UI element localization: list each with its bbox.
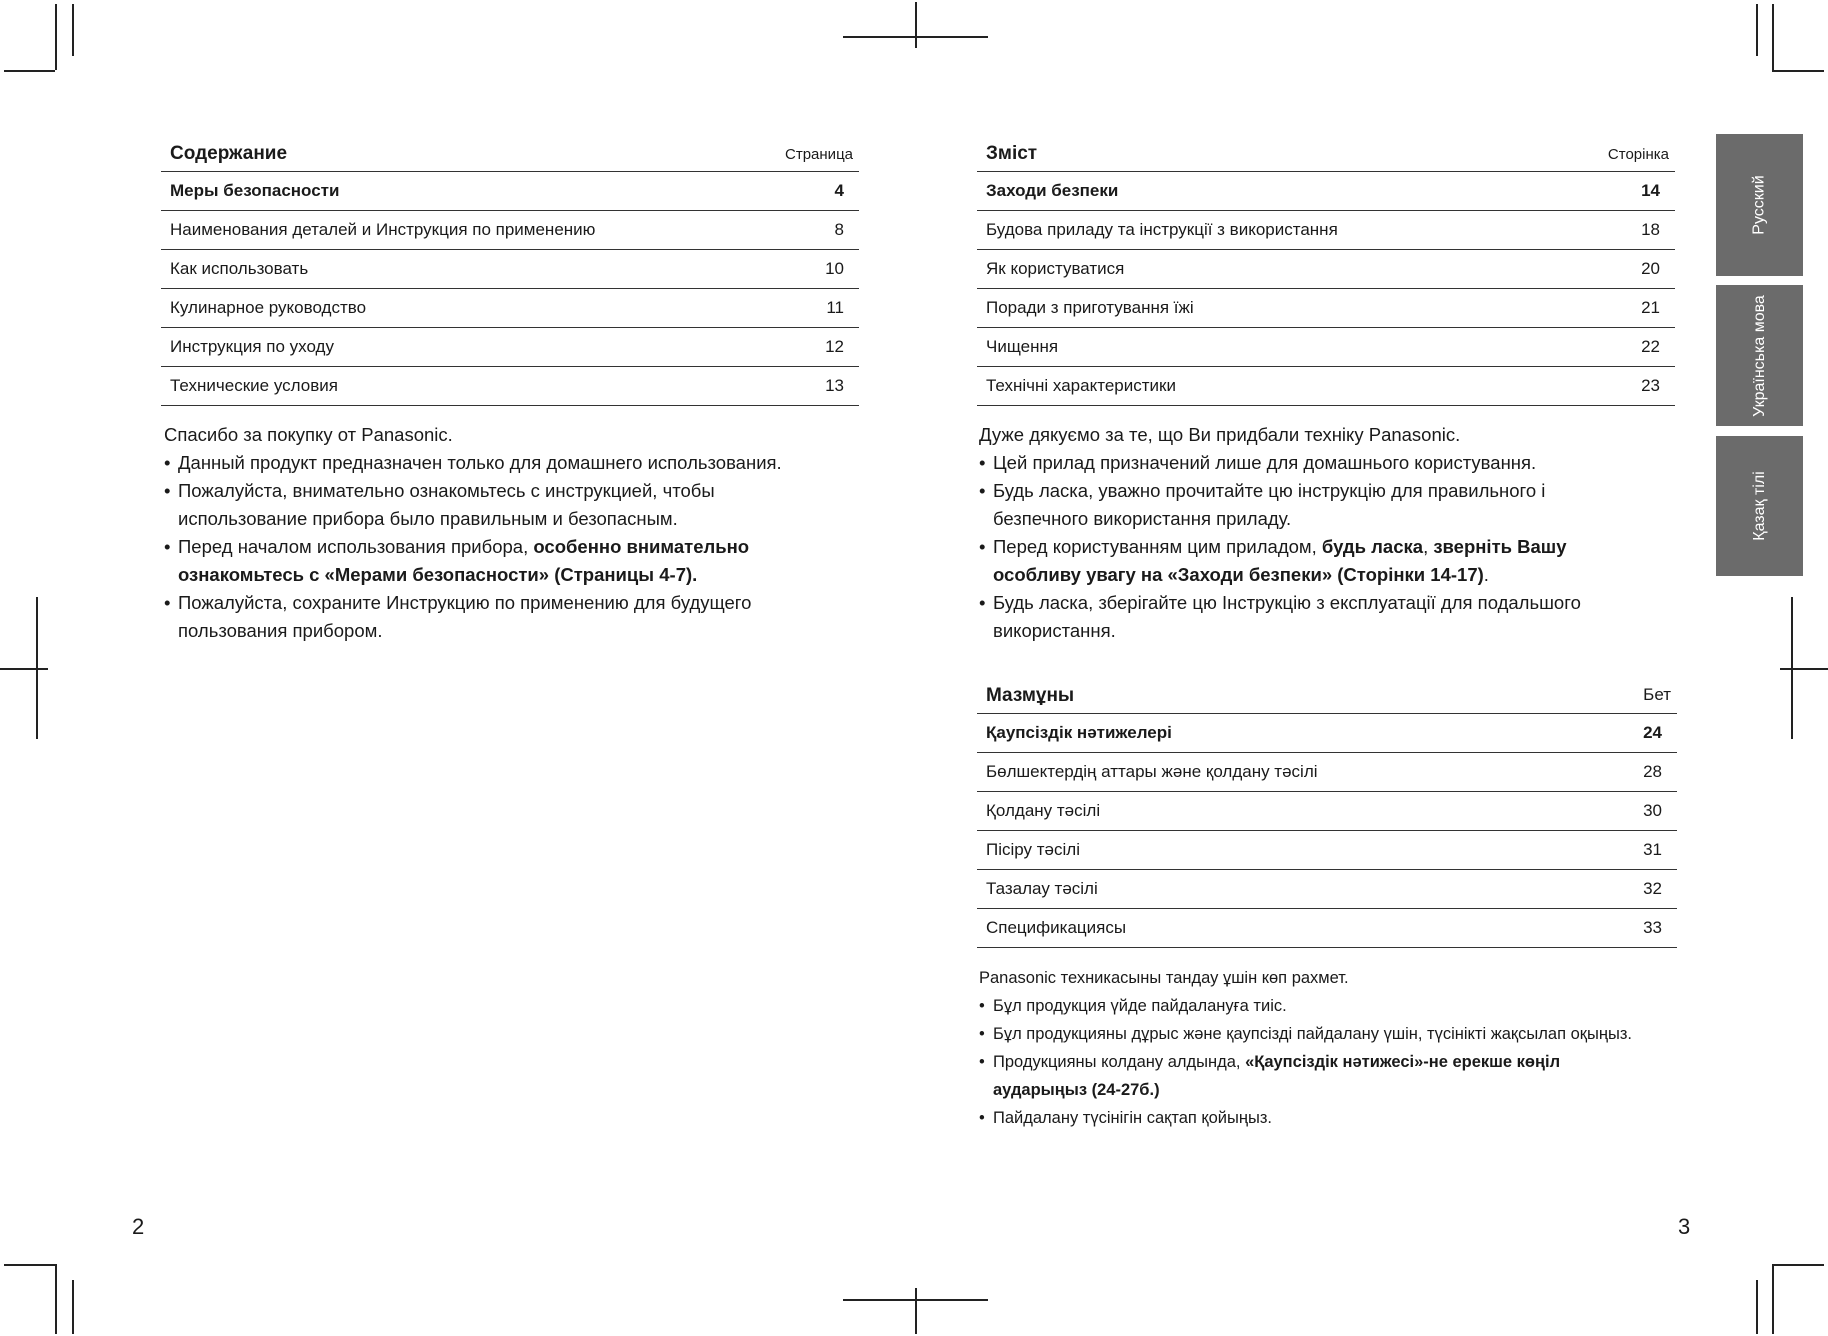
- toc-title: Мазмұны: [986, 685, 1075, 706]
- toc-row-label: Як користуватися: [986, 259, 1125, 278]
- toc-row-page: 4: [834, 181, 844, 200]
- toc-row-label: Чищення: [986, 337, 1059, 356]
- toc-row-page: 10: [825, 259, 844, 278]
- toc-kazakh: [977, 681, 1677, 948]
- toc-row-label: Бөлшектердің аттары және қолдану тәсілі: [986, 762, 1318, 781]
- page-number-right: 3: [1678, 1214, 1691, 1239]
- toc-row-label: Кулинарное руководство: [170, 298, 367, 317]
- toc-row[interactable]: [161, 211, 859, 250]
- toc-row-label: Наименования деталей и Инструкция по применению: [170, 220, 596, 239]
- intro-russian: [164, 421, 884, 645]
- language-tab-russian[interactable]: [1716, 134, 1803, 276]
- intro-bullet: • Пожалуйста, сохраните Инструкцию по применению для будущего пользования прибором.: [164, 589, 828, 645]
- toc-row-page: 30: [1643, 801, 1662, 820]
- toc-row[interactable]: [977, 831, 1677, 870]
- intro-bullet-emphasis: «Қаупсіздік нәтижесі»-не ерекше көңіл аударыңыз (24-27б.): [993, 1053, 1561, 1099]
- toc-row[interactable]: [977, 870, 1677, 909]
- toc-row[interactable]: [977, 714, 1677, 753]
- toc-row-label: Технические условия: [170, 376, 338, 395]
- intro-bullet-emphasis: особенно внимательно ознакомьтесь с «Мерами безопасности» (Страницы 4-7).: [178, 536, 750, 585]
- toc-row[interactable]: [161, 172, 859, 211]
- intro-bullet: • Будь ласка, зберігайте цю Інструкцію з експлуатації для подальшого використання.: [979, 589, 1663, 645]
- toc-page-column-label: Страница: [785, 146, 853, 163]
- toc-row-page: 18: [1641, 220, 1660, 239]
- language-tab-label: Қазақ тілі: [1750, 471, 1768, 541]
- toc-row-page: 21: [1641, 298, 1660, 317]
- toc-row-page: 31: [1643, 840, 1662, 859]
- toc-row-page: 33: [1643, 918, 1662, 937]
- intro-bullet-emphasis: будь ласка: [1321, 536, 1424, 557]
- toc-row-label: Как использовать: [170, 259, 309, 278]
- intro-bullet: • Пайдалану түсінігін сақтап қойыңыз.: [979, 1104, 1699, 1132]
- toc-row-label: Меры безопасности: [170, 181, 340, 200]
- language-tab-label: Русский: [1750, 175, 1768, 235]
- intro-thanks: Дуже дякуємо за те, що Ви придбали техніку Panasonic.: [979, 424, 1461, 445]
- language-tab-ukrainian[interactable]: [1716, 285, 1803, 426]
- toc-row-page: 23: [1641, 376, 1660, 395]
- intro-bullet: • Данный продукт предназначен только для домашнего использования.: [164, 449, 884, 477]
- toc-row-label: Технічні характеристики: [986, 376, 1176, 395]
- toc-row[interactable]: [161, 328, 859, 367]
- toc-row[interactable]: [977, 367, 1675, 406]
- toc-row-page: 14: [1641, 181, 1660, 200]
- intro-bullet: [164, 533, 828, 589]
- toc-row-label: Қолдану тәсілі: [986, 801, 1101, 820]
- toc-row-page: 32: [1643, 879, 1662, 898]
- intro-bullet: • Бұл продукцияны дұрыс және қаупсізді пайдалану үшін, түсінікті жақсылап оқыңыз.: [979, 1020, 1673, 1048]
- toc-row-page: 11: [826, 298, 844, 317]
- page-number-left: 2: [132, 1214, 145, 1239]
- intro-bullet: • Будь ласка, уважно прочитайте цю інструкцію для правильного і безпечного використання приладу.: [979, 477, 1633, 533]
- toc-header: [977, 681, 1677, 714]
- toc-row[interactable]: [977, 172, 1675, 211]
- toc-row[interactable]: [977, 328, 1675, 367]
- intro-thanks: Panasonic техникасыны тандау ұшін көп рахмет.: [979, 969, 1349, 987]
- intro-bullet: • Цей прилад призначений лише для домашнього користування.: [979, 449, 1699, 477]
- language-tab-label: Українська мова: [1750, 294, 1768, 417]
- toc-row[interactable]: [977, 289, 1675, 328]
- toc-page-column-label: Бет: [1643, 685, 1671, 704]
- toc-page-column-label: Сторінка: [1607, 146, 1669, 163]
- toc-row-page: 20: [1641, 259, 1660, 278]
- toc-row-page: 22: [1641, 337, 1660, 356]
- toc-ukrainian: [977, 139, 1675, 406]
- toc-header: [161, 139, 859, 172]
- toc-russian: [161, 139, 859, 406]
- intro-bullet: [979, 1048, 1653, 1104]
- toc-row-page: 13: [825, 376, 844, 395]
- toc-title: Содержание: [170, 143, 288, 164]
- intro-bullet-text: Перед користуванням цим приладом,: [993, 536, 1322, 557]
- intro-bullet-text: Перед началом использования прибора,: [178, 536, 534, 557]
- toc-header: [977, 139, 1675, 172]
- toc-row-page: 24: [1643, 723, 1662, 742]
- toc-row[interactable]: [161, 250, 859, 289]
- intro-bullet-emphasis: зверніть Вашу особливу увагу на «Заходи безпеки» (Сторінки 14-17): [993, 536, 1567, 585]
- toc-row[interactable]: [161, 367, 859, 406]
- intro-bullet-text: Продукцияны колдану алдында,: [993, 1053, 1246, 1071]
- toc-row-page: 12: [825, 337, 844, 356]
- toc-row-label: Тазалау тәсілі: [986, 879, 1098, 898]
- intro-ukrainian: [979, 421, 1699, 645]
- toc-row[interactable]: [977, 211, 1675, 250]
- toc-row[interactable]: [977, 909, 1677, 948]
- toc-row-label: Заходи безпеки: [986, 181, 1119, 200]
- intro-bullet: [979, 533, 1643, 589]
- toc-row-label: Спецификациясы: [986, 918, 1127, 937]
- toc-row[interactable]: [977, 250, 1675, 289]
- intro-thanks: Спасибо за покупку от Panasonic.: [164, 424, 453, 445]
- toc-title: Зміст: [986, 143, 1038, 164]
- toc-row[interactable]: [161, 289, 859, 328]
- toc-row-label: Будова приладу та інструкції з використання: [986, 220, 1338, 239]
- intro-bullet: • Бұл продукция үйде пайдалануға тиіс.: [979, 992, 1699, 1020]
- toc-row-label: Инструкция по уходу: [170, 337, 334, 356]
- toc-row-page: 8: [834, 220, 844, 239]
- toc-row-label: Қаупсіздік нәтижелері: [986, 723, 1172, 742]
- language-tab-kazakh[interactable]: [1716, 436, 1803, 576]
- intro-bullet: • Пожалуйста, внимательно ознакомьтесь с инструкцией, чтобы использование прибора было правильным и безопасным.: [164, 477, 778, 533]
- toc-row[interactable]: [977, 753, 1677, 792]
- toc-row-page: 28: [1643, 762, 1662, 781]
- intro-bullet-text: .: [1483, 564, 1489, 585]
- toc-row-label: Пісіру тәсілі: [986, 840, 1080, 859]
- toc-row-label: Поради з приготування їжі: [986, 298, 1194, 317]
- intro-kazakh: [979, 964, 1699, 1132]
- toc-row[interactable]: [977, 792, 1677, 831]
- intro-bullet-text: ,: [1423, 536, 1434, 557]
